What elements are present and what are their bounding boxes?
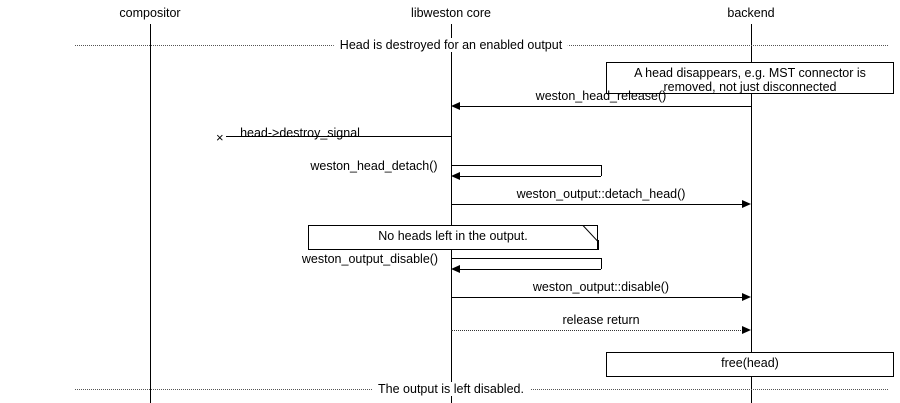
note-free-head: free(head) (606, 352, 894, 377)
lifeline-label-backend: backend (727, 6, 775, 20)
message-label-weston-output-disable: weston_output_disable() (301, 252, 439, 266)
x-marker-head-destroy-signal: × (216, 130, 224, 145)
message-label-weston-head-release: weston_head_release() (535, 89, 667, 103)
self-arrow-bottom-weston-head-detach (455, 176, 601, 177)
arrow-line-release-return (451, 330, 747, 331)
arrowhead-weston-head-detach (451, 172, 460, 180)
message-label-weston-head-detach: weston_head_detach() (310, 159, 438, 173)
note-head-disappears: A head disappears, e.g. MST connector is removed, not just disconnected (606, 62, 894, 94)
message-label-weston-output-detach-head: weston_output::detach_head() (516, 187, 686, 201)
separator-label-top: Head is destroyed for an enabled output (334, 38, 568, 52)
arrowhead-weston-head-release (451, 102, 460, 110)
arrow-line-weston-head-release (455, 106, 751, 107)
message-label-weston-output-disable-backend: weston_output::disable() (532, 280, 670, 294)
lifeline-compositor (150, 24, 151, 403)
separator-label-bottom: The output is left disabled. (372, 382, 530, 396)
message-label-release-return: release return (562, 313, 640, 327)
arrowhead-release-return (742, 326, 751, 334)
arrowhead-weston-output-disable (451, 265, 460, 273)
self-arrow-top-weston-output-disable (451, 258, 601, 259)
arrow-line-weston-output-disable-backend (451, 297, 747, 298)
lifeline-label-libweston-core: libweston core (411, 6, 491, 20)
note-no-heads-left-fold-edge (598, 240, 599, 250)
arrow-line-weston-output-detach-head (451, 204, 747, 205)
self-arrow-side-weston-output-disable (601, 258, 602, 269)
self-arrow-side-weston-head-detach (601, 165, 602, 176)
self-arrow-bottom-weston-output-disable (455, 269, 601, 270)
arrowhead-weston-output-disable-backend (742, 293, 751, 301)
note-no-heads-left: No heads left in the output. (308, 225, 598, 250)
lifeline-libweston-core (451, 24, 452, 403)
arrowhead-weston-output-detach-head (742, 200, 751, 208)
self-arrow-top-weston-head-detach (451, 165, 601, 166)
message-label-head-destroy-signal: head->destroy_signal (240, 126, 360, 140)
lifeline-label-compositor: compositor (119, 6, 181, 20)
